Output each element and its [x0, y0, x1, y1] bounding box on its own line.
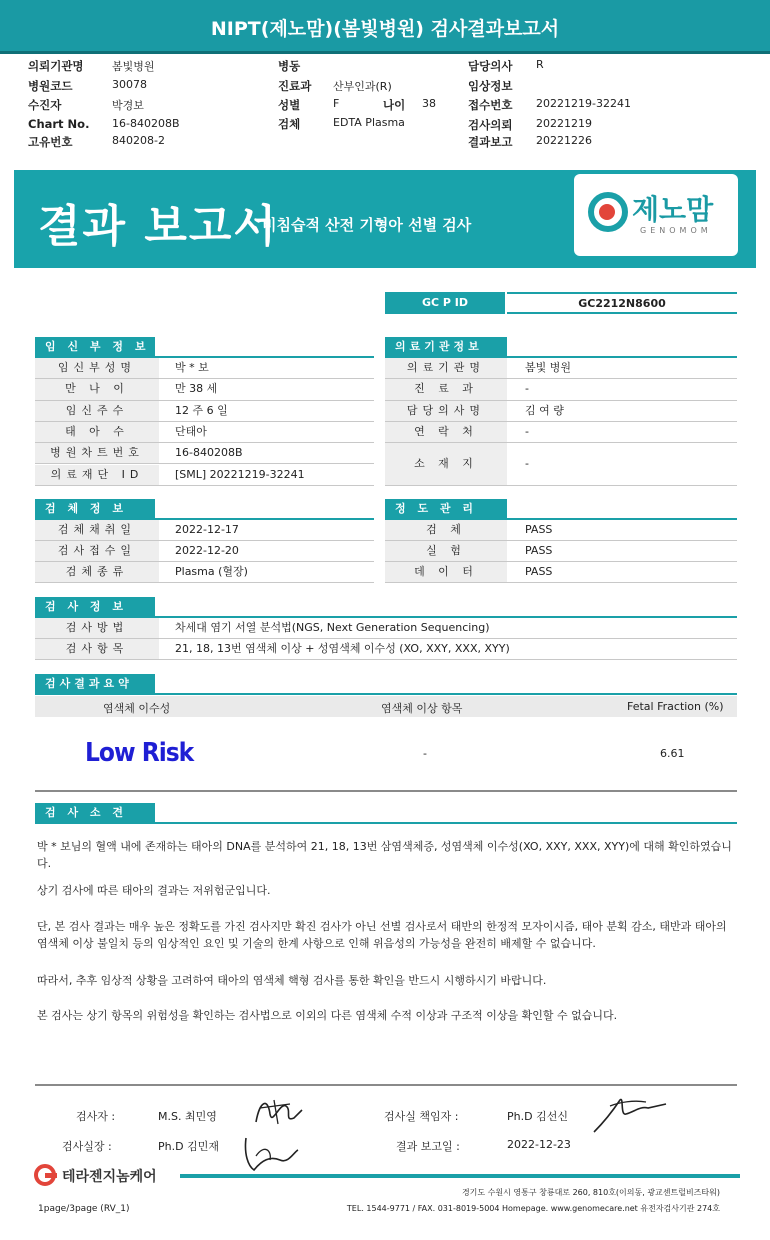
test-row-value: 21, 18, 13번 염색체 이상 + 성염색체 이수성 (XO, XXY, XXX, XYY)	[175, 642, 510, 655]
test-row-label: 검사방법	[35, 618, 159, 638]
banner-title: 결과 보고서	[38, 201, 278, 252]
pregnant-row	[35, 358, 374, 379]
unique-label: 고유번호	[28, 135, 73, 149]
logo-dot-icon	[599, 204, 615, 220]
opinion-rule	[35, 822, 737, 824]
pregnant-row-label: 의료재단 ID	[35, 465, 159, 485]
banner-subtitle: 비침습적 산전 기형아 선별 검사	[262, 216, 472, 234]
institution-row-label: 진 료 과	[385, 379, 507, 399]
report-title-bar	[0, 0, 770, 54]
gcpid-label: GC P ID	[385, 292, 505, 314]
request-value: 20221219	[536, 117, 592, 130]
patient-label: 수진자	[28, 98, 62, 112]
report-label: 결과보고	[468, 135, 513, 149]
unique-value: 840208-2	[112, 134, 165, 147]
test-section-title: 검 사 정 보	[35, 597, 155, 617]
opinion-p1: 박 * 보님의 혈액 내에 존재하는 태아의 DNA를 분석하여 21, 18, 13번 삼염색체증, 성염색체 이수성(XO, XXY, XXX, XYY)에 대해 확인하였습니다.	[37, 840, 732, 870]
specimen-row	[35, 520, 374, 541]
age-label: 나이	[383, 98, 406, 112]
fetal-fraction-value: 6.61	[660, 747, 685, 760]
footer-rule	[180, 1174, 740, 1178]
report-date-value: 2022-12-23	[507, 1138, 571, 1151]
institution-row-value: -	[525, 457, 529, 471]
col-abnormal: 염색체 이상 항목	[381, 702, 463, 715]
pregnant-row-label: 임신주수	[35, 401, 159, 421]
dept-value: 산부인과(R)	[333, 80, 392, 93]
pregnant-row	[35, 401, 374, 422]
pregnant-row	[35, 379, 374, 400]
patient-value: 박경보	[112, 99, 144, 112]
col-aneuploidy: 염색체 이수성	[103, 702, 171, 715]
chief-label: 검사실장 :	[62, 1140, 112, 1153]
lab-head-name: Ph.D 김선신	[507, 1110, 568, 1123]
pregnant-row-label: 태 아 수	[35, 422, 159, 442]
pregnant-row-label: 만 나 이	[35, 379, 159, 399]
institution-row	[385, 443, 737, 486]
hospital-code-label: 병원코드	[28, 79, 73, 93]
qc-row-label: 데 이 터	[385, 562, 507, 582]
sex-label: 성별	[278, 98, 301, 112]
pregnant-section-title: 임 신 부 정 보	[35, 337, 155, 357]
opinion-p3: 단, 본 검사 결과는 매우 높은 정확도를 가진 검사지만 확진 검사가 아닌 선별 검사로서 태반의 한정적 모자이시즘, 태아 분획 감소, 태반과 태아의 염색체 이상 불일치 등의 임상적인 요인 및 기술의 한계 사항으로 인해 위음성의 가능성을 완전히 배제할 수 없습니다.	[37, 920, 727, 950]
institution-row	[385, 379, 737, 400]
lab-head-label: 검사실 책임자 :	[384, 1110, 459, 1123]
qc-section-title: 정 도 관 리	[385, 499, 507, 519]
request-label: 검사의뢰	[468, 118, 513, 132]
specimen-row	[35, 562, 374, 583]
theragen-logo-icon	[32, 1164, 62, 1186]
age-value: 38	[422, 97, 436, 110]
clinical-label: 임상정보	[468, 79, 513, 93]
test-row	[35, 618, 737, 639]
qc-row-label: 실 험	[385, 541, 507, 561]
pregnant-row-value: 만 38 세	[175, 382, 218, 396]
chief-name: Ph.D 김민재	[158, 1140, 219, 1153]
doctor-label: 담당의사	[468, 59, 513, 73]
institution-row	[385, 358, 737, 379]
summary-bottom-rule	[35, 790, 737, 792]
footer-company: 테라젠지놈케어	[62, 1169, 157, 1185]
institution-row-value: 김 여 량	[525, 403, 564, 417]
dept-label: 진료과	[278, 79, 312, 93]
abnormal-value: -	[423, 747, 427, 760]
hospital-code-value: 30078	[112, 78, 147, 91]
report-date-label: 결과 보고일 :	[396, 1140, 460, 1153]
institution-row-label: 담당의사명	[385, 401, 507, 421]
specimen-row-value: 2022-12-17	[175, 523, 239, 536]
qc-row-value: PASS	[525, 523, 553, 536]
qc-row	[385, 562, 737, 583]
qc-row-value: PASS	[525, 565, 553, 578]
qc-row-label: 검 체	[385, 520, 507, 540]
opinion-p5: 본 검사는 상기 항목의 위험성을 확인하는 검사법으로 이외의 다른 염색체 수적 이상과 구조적 이상을 확인할 수 없습니다.	[37, 1009, 618, 1022]
tester-signature	[250, 1092, 310, 1132]
specimen-row-value: 2022-12-20	[175, 544, 239, 557]
institution-row-value: -	[525, 382, 529, 396]
pregnant-row-label: 임신부성명	[35, 358, 159, 378]
footer-contact: TEL. 1544-9771 / FAX. 031-8019-5004 Homepage. www.genomecare.net 유전자검사기관 274호	[346, 1204, 720, 1213]
institution-row-label: 연 락 처	[385, 422, 507, 442]
chief-signature	[240, 1130, 302, 1174]
specimen-row-label: 검체채취일	[35, 520, 159, 540]
report-value: 20221226	[536, 134, 592, 147]
pregnant-row-label: 병원차트번호	[35, 443, 159, 463]
pregnant-row-value: 12 주 6 일	[175, 403, 228, 417]
institution-row-label: 소 재 지	[385, 443, 507, 485]
tester-name: M.S. 최민영	[158, 1110, 217, 1123]
pregnant-row-value: [SML] 20221219-32241	[175, 467, 305, 481]
opinion-section-title: 검 사 소 견	[35, 803, 155, 823]
summary-rule	[35, 693, 737, 695]
sex-value: F	[333, 97, 340, 110]
institution-row-value: 봄빛 병원	[525, 361, 572, 374]
specimen-label: 검체	[278, 117, 301, 131]
logo-en-text: GENOMOM	[640, 226, 712, 235]
pregnant-row-value: 박 * 보	[175, 361, 209, 374]
specimen-value: EDTA Plasma	[333, 116, 405, 129]
report-title: NIPT(제노맘)(봄빛병원) 검사결과보고서	[210, 18, 560, 40]
ward-label: 병동	[278, 59, 301, 73]
tester-label: 검사자 :	[76, 1110, 116, 1123]
footer-address: 경기도 수원시 영통구 창룡대로 260, 810호(이의동, 광교센트럴비즈타워)	[461, 1188, 720, 1197]
summary-section-title: 검사결과요약	[35, 674, 155, 694]
risk-result: Low Risk	[85, 738, 194, 768]
chart-label: Chart No.	[28, 117, 90, 131]
specimen-section-title: 검 체 정 보	[35, 499, 155, 519]
summary-header	[35, 696, 737, 717]
specimen-row	[35, 541, 374, 562]
specimen-row-label: 검사접수일	[35, 541, 159, 561]
doctor-value: R	[536, 58, 544, 71]
qc-row	[385, 520, 737, 541]
qc-row	[385, 541, 737, 562]
institution-value: 봄빛병원	[112, 60, 155, 73]
qc-row-value: PASS	[525, 544, 553, 557]
test-row-label: 검사항목	[35, 639, 159, 659]
pregnant-row	[35, 422, 374, 443]
logo-text: 제노맘	[632, 193, 714, 226]
institution-row	[385, 401, 737, 422]
institution-label: 의뢰기관명	[28, 59, 84, 73]
pregnant-row	[35, 465, 374, 486]
receipt-label: 접수번호	[468, 98, 513, 112]
genomom-logo	[574, 174, 738, 256]
institution-row	[385, 422, 737, 443]
chart-value: 16-840208B	[112, 117, 180, 130]
col-fetal-fraction: Fetal Fraction (%)	[627, 700, 724, 713]
pregnant-row	[35, 443, 374, 464]
specimen-row-label: 검체종류	[35, 562, 159, 582]
receipt-value: 20221219-32241	[536, 97, 631, 110]
pregnant-row-value: 단태아	[175, 424, 207, 438]
opinion-p2: 상기 검사에 따른 태아의 결과는 저위험군입니다.	[37, 884, 271, 897]
test-row-value: 차세대 염기 서열 분석법(NGS, Next Generation Sequencing)	[175, 621, 490, 634]
specimen-row-value: Plasma (혈장)	[175, 565, 248, 578]
test-row	[35, 639, 737, 660]
institution-row-value: -	[525, 424, 529, 438]
institution-section-title: 의료기관정보	[385, 337, 507, 357]
opinion-p4: 따라서, 추후 임상적 상황을 고려하여 태아의 염색체 핵형 검사를 통한 확인을 반드시 시행하시기 바랍니다.	[37, 974, 547, 987]
signature-top-rule	[35, 1084, 737, 1086]
pregnant-row-value: 16-840208B	[175, 446, 243, 460]
gcpid-value: GC2212N8600	[507, 292, 737, 314]
institution-row-label: 의료기관명	[385, 358, 507, 378]
lab-head-signature	[590, 1092, 670, 1136]
page-number: 1page/3page (RV_1)	[38, 1204, 130, 1214]
